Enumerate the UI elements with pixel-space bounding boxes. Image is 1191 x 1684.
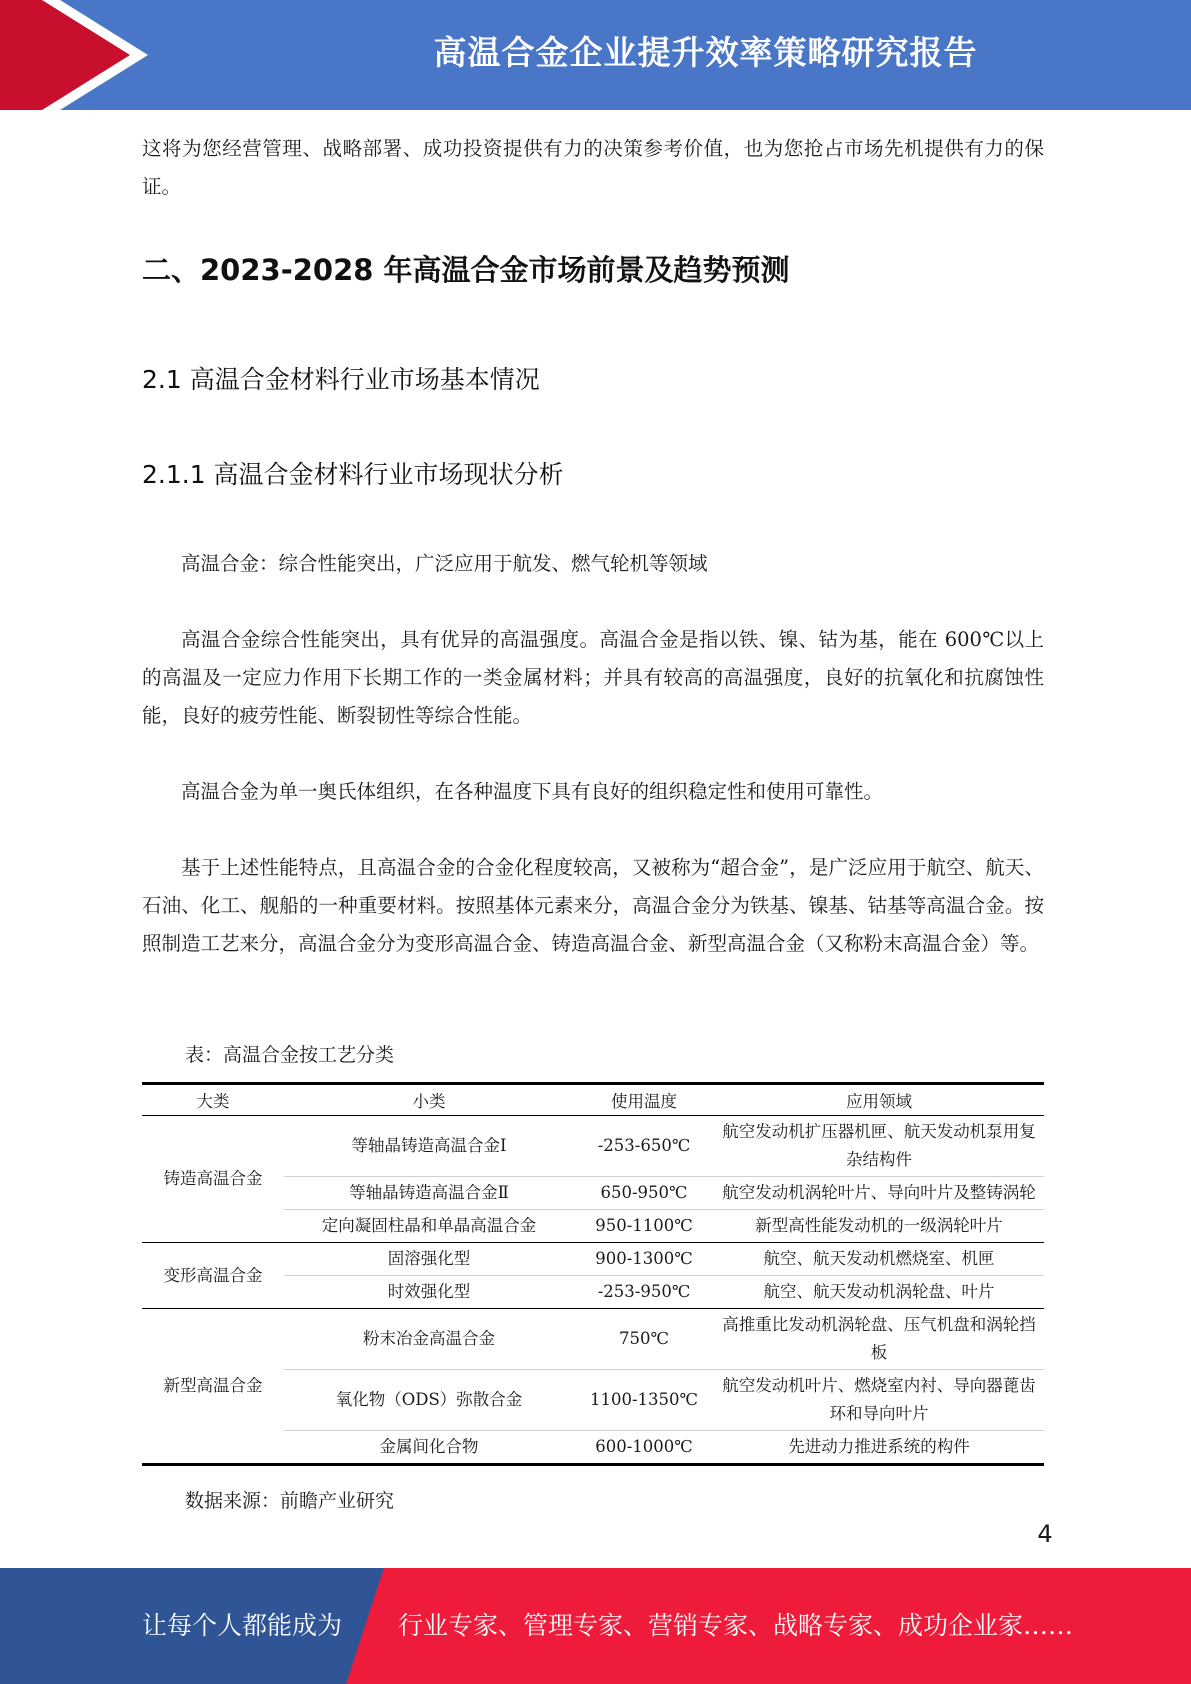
category-cell: 新型高温合金 bbox=[163, 1376, 263, 1395]
application-cell: 航空发动机涡轮叶片、导向叶片及整铸涡轮 bbox=[714, 1177, 1044, 1210]
temperature-cell: -253-650℃ bbox=[574, 1116, 714, 1177]
data-source-note: 数据来源：前瞻产业研究 bbox=[185, 1490, 395, 1512]
page-header bbox=[0, 0, 1191, 110]
footer-slogan-right: 行业专家、管理专家、营销专家、战略专家、成功企业家…… bbox=[398, 1611, 1074, 1640]
application-cell: 先进动力推进系统的构件 bbox=[788, 1437, 970, 1456]
paragraph-4 bbox=[142, 849, 1044, 963]
application-cell: 航空、航天发动机涡轮盘、叶片 bbox=[714, 1276, 1044, 1309]
subcategory-cell: 等轴晶铸造高温合金Ⅰ bbox=[284, 1116, 574, 1177]
table-caption: 表：高温合金按工艺分类 bbox=[185, 1044, 395, 1066]
subcategory-cell: 定向凝固柱晶和单晶高温合金 bbox=[284, 1210, 574, 1243]
paragraph-1 bbox=[142, 545, 1044, 583]
subcategory-cell: 金属间化合物 bbox=[379, 1437, 479, 1456]
header-application: 应用领域 bbox=[714, 1084, 1044, 1116]
footer-slogan-left: 让每个人都能成为 bbox=[142, 1611, 343, 1640]
header-category: 大类 bbox=[142, 1084, 284, 1116]
paragraph-text: 高温合金：综合性能突出，广泛应用于航发、燃气轮机等领域 bbox=[181, 552, 708, 575]
subsection-title: 2.1 高温合金材料行业市场基本情况 bbox=[142, 365, 540, 394]
header-subcategory: 小类 bbox=[284, 1084, 574, 1116]
subcategory-cell: 氧化物（ODS）弥散合金 bbox=[284, 1370, 574, 1431]
application-cell: 新型高性能发动机的一级涡轮叶片 bbox=[714, 1210, 1044, 1243]
paragraph-text: 基于上述性能特点，且高温合金的合金化程度较高，又被称为“超合金”，是广泛应用于航空、航天、石油、化工、舰船的一种重要材料。按照基体元素来分，高温合金分为铁基、镍基、钴基等高温合金。按照制造工艺来分，高温合金分为变形高温合金、铸造高温合金、新型高温合金（又称粉末高温合金）等。 bbox=[142, 856, 1044, 955]
subcategory-cell: 等轴晶铸造高温合金Ⅱ bbox=[284, 1177, 574, 1210]
paragraph-2 bbox=[142, 621, 1044, 735]
application-cell: 航空发动机扩压器机匣、航天发动机泵用复杂结构件 bbox=[714, 1116, 1044, 1177]
temperature-cell: 900-1300℃ bbox=[574, 1243, 714, 1276]
header-arrow-icon bbox=[0, 0, 160, 110]
intro-block bbox=[142, 130, 1044, 206]
table-header-row bbox=[142, 1084, 1044, 1116]
temperature-cell: 950-1100℃ bbox=[574, 1210, 714, 1243]
page-footer bbox=[0, 1568, 1191, 1684]
temperature-cell: -253-950℃ bbox=[574, 1276, 714, 1309]
subcategory-cell: 固溶强化型 bbox=[284, 1243, 574, 1276]
subsubsection-title: 2.1.1 高温合金材料行业市场现状分析 bbox=[142, 460, 564, 489]
temperature-cell: 600-1000℃ bbox=[595, 1437, 693, 1456]
temperature-cell: 750℃ bbox=[574, 1309, 714, 1370]
report-title: 高温合金企业提升效率策略研究报告 bbox=[433, 33, 978, 72]
alloy-classification-table bbox=[142, 1082, 1044, 1466]
application-cell: 航空、航天发动机燃烧室、机匣 bbox=[714, 1243, 1044, 1276]
table-row bbox=[142, 1243, 1044, 1276]
intro-paragraph: 这将为您经营管理、战略部署、成功投资提供有力的决策参考价值，也为您抢占市场先机提供有力的保证。 bbox=[142, 137, 1044, 198]
table-row bbox=[142, 1309, 1044, 1370]
temperature-cell: 1100-1350℃ bbox=[574, 1370, 714, 1431]
category-cell: 变形高温合金 bbox=[142, 1243, 284, 1309]
paragraph-text: 高温合金为单一奥氏体组织，在各种温度下具有良好的组织稳定性和使用可靠性。 bbox=[181, 780, 884, 803]
paragraph-3 bbox=[142, 773, 1044, 811]
subcategory-cell: 粉末冶金高温合金 bbox=[284, 1309, 574, 1370]
paragraph-text: 高温合金综合性能突出，具有优异的高温强度。高温合金是指以铁、镍、钴为基，能在 600℃以上的高温及一定应力作用下长期工作的一类金属材料；并具有较高的高温强度，良好的抗氧化和抗腐蚀性能，良好的疲劳性能、断裂韧性等综合性能。 bbox=[142, 628, 1044, 727]
subcategory-cell: 时效强化型 bbox=[284, 1276, 574, 1309]
page-number: 4 bbox=[1037, 1520, 1053, 1548]
table-row bbox=[142, 1116, 1044, 1177]
category-cell: 铸造高温合金 bbox=[142, 1116, 284, 1243]
section-title: 二、2023-2028 年高温合金市场前景及趋势预测 bbox=[142, 253, 790, 287]
application-cell: 高推重比发动机涡轮盘、压气机盘和涡轮挡板 bbox=[714, 1309, 1044, 1370]
temperature-cell: 650-950℃ bbox=[574, 1177, 714, 1210]
header-temperature: 使用温度 bbox=[574, 1084, 714, 1116]
application-cell: 航空发动机叶片、燃烧室内衬、导向器蓖齿环和导向叶片 bbox=[714, 1370, 1044, 1431]
